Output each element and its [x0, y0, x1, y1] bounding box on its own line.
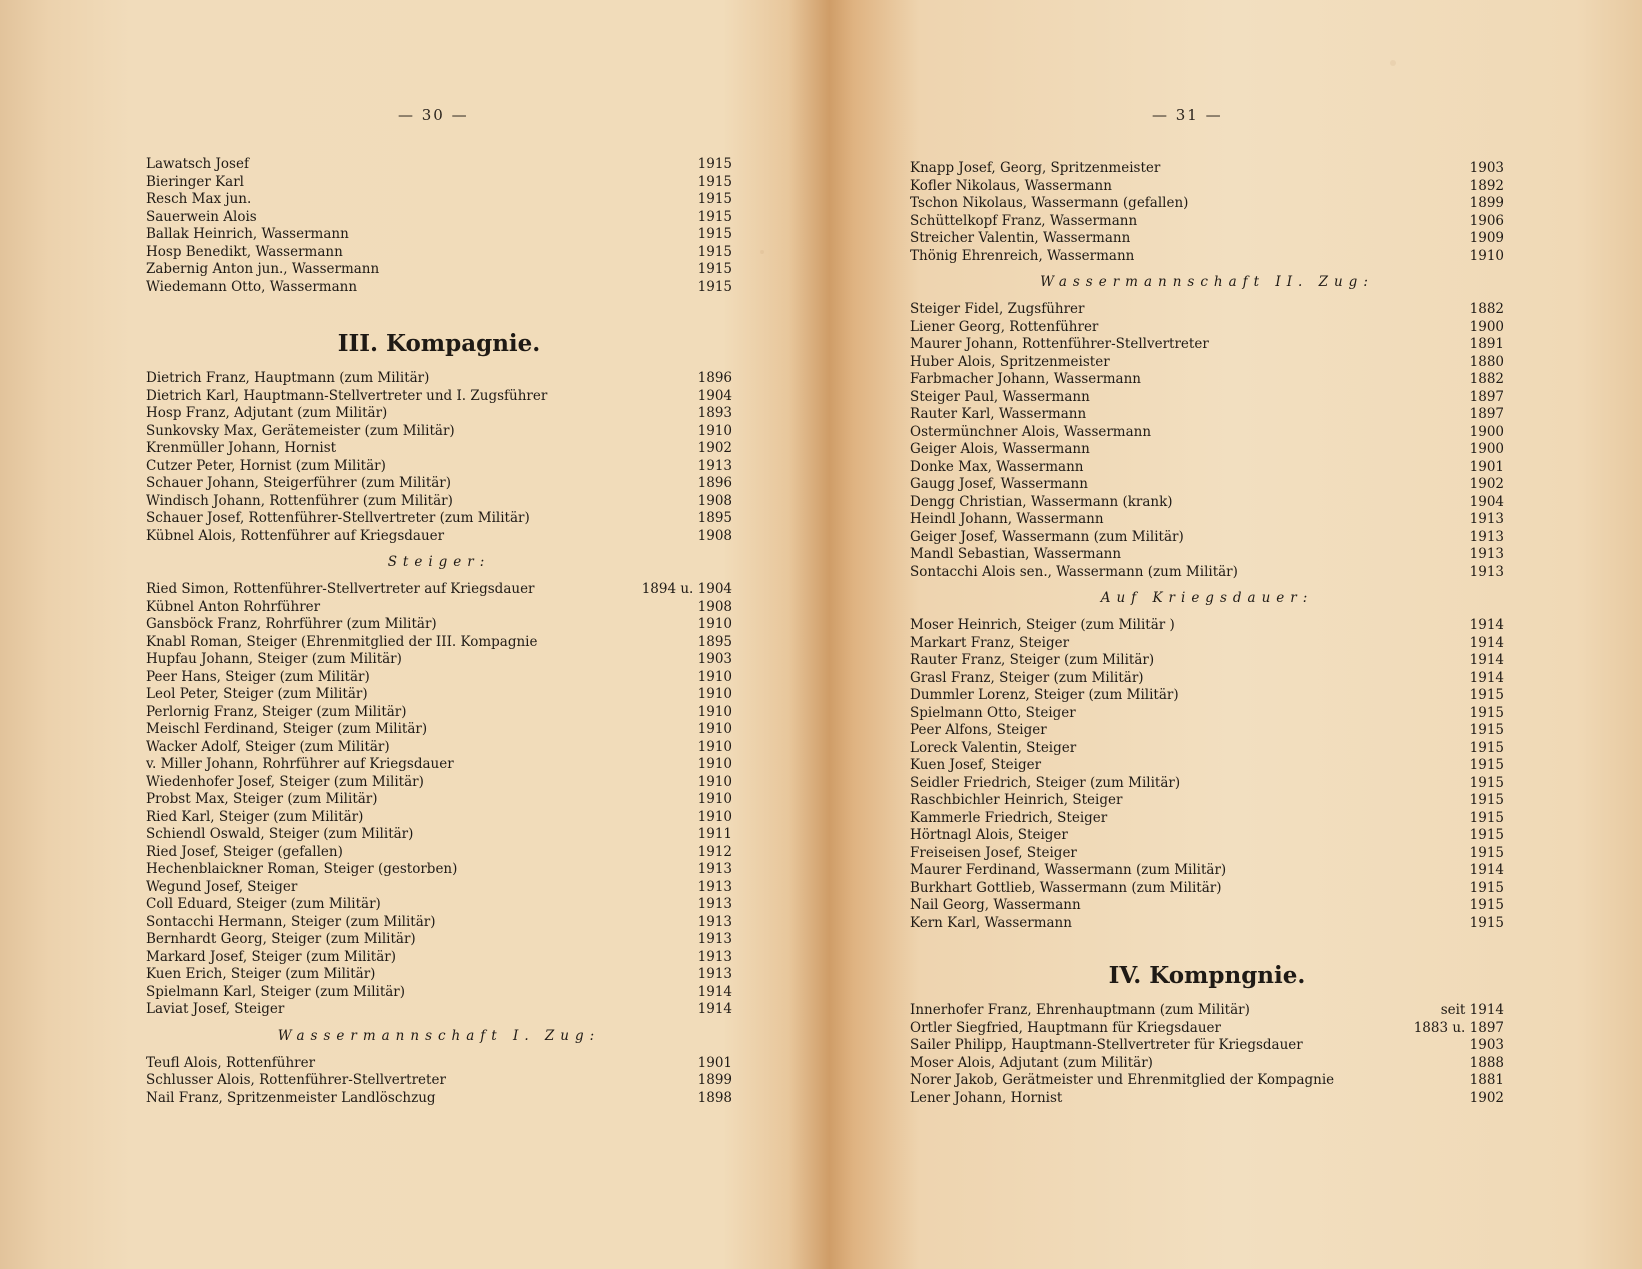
roster-row: [910, 722, 1504, 740]
roster-row: [910, 230, 1504, 248]
roster-row: [146, 174, 732, 192]
member-year: 1915: [697, 278, 732, 295]
member-year: 1915: [1469, 722, 1504, 738]
roster-row: [146, 581, 732, 599]
member-year: 1893: [697, 405, 732, 421]
member-name: Knapp Josef, Georg, Spritzenmeister: [910, 160, 1161, 176]
member-name: Teufl Alois, Rottenführer: [146, 1054, 316, 1071]
roster-row: [910, 406, 1504, 424]
member-year: 1898: [697, 1089, 732, 1106]
roster-row: [910, 740, 1504, 758]
member-year: 1910: [697, 422, 732, 439]
member-year: 1915: [1469, 844, 1504, 861]
member-name: Geiger Josef, Wassermann (zum Militär): [910, 528, 1184, 545]
member-year: 1897: [1469, 388, 1504, 405]
member-name: Dietrich Franz, Hauptmann (zum Militär): [146, 370, 430, 386]
member-name: Thönig Ehrenreich, Wassermann: [910, 247, 1135, 264]
member-year: 1915: [1469, 739, 1504, 756]
roster-row: [910, 670, 1504, 688]
right-page-content: [910, 160, 1504, 1107]
member-name: Kern Karl, Wassermann: [910, 914, 1072, 931]
member-year: 1910: [1469, 247, 1504, 264]
member-year: 1915: [697, 191, 732, 207]
member-year: 1915: [1469, 809, 1504, 826]
roster-row: [910, 1037, 1504, 1055]
member-year: 1913: [697, 948, 732, 965]
roster-row: [146, 791, 732, 809]
member-name: Dietrich Karl, Hauptmann-Stellvertreter und I. Zugsführer: [146, 387, 548, 404]
member-name: Kuen Erich, Steiger (zum Militär): [146, 966, 376, 982]
member-year: 1915: [697, 226, 732, 242]
member-name: v. Miller Johann, Rohrführer auf Kriegsdauer: [146, 756, 454, 772]
member-name: Raschbichler Heinrich, Steiger: [910, 792, 1123, 808]
roster-row: [910, 617, 1504, 635]
member-year: 1902: [1469, 1089, 1504, 1106]
page-number: — 30 —: [398, 106, 469, 124]
roster-row: [146, 423, 732, 441]
roster-row: [910, 880, 1504, 898]
member-name: Gaugg Josef, Wassermann: [910, 476, 1088, 492]
member-year: 1903: [1469, 160, 1504, 176]
member-year: 1901: [697, 1054, 732, 1071]
roster-row: [910, 160, 1504, 178]
member-year: 1899: [1469, 195, 1504, 211]
member-year: 1897: [1469, 406, 1504, 422]
member-name: Hupfau Johann, Steiger (zum Militär): [146, 651, 402, 667]
roster-row: [146, 721, 732, 739]
roster-row: [910, 652, 1504, 670]
roster-row: [146, 896, 732, 914]
member-name: Probst Max, Steiger (zum Militär): [146, 791, 378, 807]
roster-row: [146, 191, 732, 209]
member-year: seit 1914: [1440, 1002, 1504, 1018]
section-subheading: Wassermannschaft I. Zug:: [277, 1027, 601, 1044]
roster-row: [146, 156, 732, 174]
member-name: Ried Simon, Rottenführer-Stellvertreter auf Kriegsdauer: [146, 581, 535, 597]
member-name: Nail Franz, Spritzenmeister Landlöschzug: [146, 1089, 436, 1106]
roster-row: [910, 564, 1504, 582]
roster-row: [146, 931, 732, 949]
member-year: 1901: [1469, 458, 1504, 475]
member-name: Innerhofer Franz, Ehrenhauptmann (zum Militär): [910, 1002, 1250, 1018]
member-name: Schauer Josef, Rottenführer-Stellvertreter (zum Militär): [146, 510, 530, 526]
section-subheading: Wassermannschaft II. Zug:: [1040, 274, 1374, 290]
member-name: Meischl Ferdinand, Steiger (zum Militär): [146, 721, 428, 737]
member-name: Wiedemann Otto, Wassermann: [146, 278, 358, 295]
roster-row: [146, 458, 732, 476]
roster-row: [146, 279, 732, 297]
roster-row: [910, 459, 1504, 477]
member-year: 1915: [697, 173, 732, 190]
member-year: 1913: [697, 878, 732, 895]
member-year: 1914: [1469, 862, 1504, 878]
member-year: 1911: [697, 826, 732, 842]
member-year: 1883 u. 1897: [1413, 1019, 1504, 1036]
member-year: 1881: [1469, 1072, 1504, 1088]
member-year: 1900: [1469, 318, 1504, 335]
right-page: [822, 0, 1642, 1269]
roster-row: [146, 1001, 732, 1019]
member-year: 1894 u. 1904: [641, 581, 732, 597]
member-year: 1910: [697, 808, 732, 825]
member-name: Tschon Nikolaus, Wassermann (gefallen): [910, 195, 1189, 211]
member-year: 1892: [1469, 177, 1504, 194]
roster-row: [146, 261, 732, 279]
member-name: Norer Jakob, Gerätmeister und Ehrenmitglied der Kompagnie: [910, 1072, 1335, 1088]
roster-row: [910, 195, 1504, 213]
member-name: Loreck Valentin, Steiger: [910, 739, 1077, 756]
member-name: Steiger Fidel, Zugsführer: [910, 301, 1085, 317]
member-name: Bernhardt Georg, Steiger (zum Militär): [146, 931, 416, 947]
roster-row: [910, 1020, 1504, 1038]
section-subheading: Auf Kriegsdauer:: [1100, 590, 1314, 606]
member-year: 1913: [697, 966, 732, 982]
member-year: 1915: [1469, 914, 1504, 931]
member-name: Peer Alfons, Steiger: [910, 722, 1047, 738]
roster-row: [146, 879, 732, 897]
member-name: Kammerle Friedrich, Steiger: [910, 809, 1108, 826]
member-name: Bieringer Karl: [146, 173, 244, 190]
roster-row: [146, 826, 732, 844]
member-year: 1915: [697, 261, 732, 277]
member-name: Donke Max, Wassermann: [910, 458, 1084, 475]
member-name: Streicher Valentin, Wassermann: [910, 230, 1131, 246]
roster-row: [910, 441, 1504, 459]
member-name: Rauter Franz, Steiger (zum Militär): [910, 652, 1155, 668]
member-name: Ballak Heinrich, Wassermann: [146, 226, 349, 242]
member-name: Steiger Paul, Wassermann: [910, 388, 1090, 405]
member-name: Kübnel Anton Rohrführer: [146, 598, 321, 615]
roster-row: [146, 244, 732, 262]
member-name: Cutzer Peter, Hornist (zum Militär): [146, 457, 386, 474]
member-name: Spielmann Karl, Steiger (zum Militär): [146, 983, 406, 1000]
member-year: 1913: [697, 896, 732, 912]
roster-row: [146, 1090, 732, 1108]
member-year: 1896: [697, 370, 732, 386]
member-name: Ostermünchner Alois, Wassermann: [910, 423, 1152, 440]
member-year: 1915: [1469, 704, 1504, 721]
member-name: Seidler Friedrich, Steiger (zum Militär): [910, 774, 1181, 791]
roster-row: [910, 687, 1504, 705]
member-name: Burkhart Gottlieb, Wassermann (zum Militär): [910, 879, 1222, 896]
roster-row: [146, 528, 732, 546]
member-year: 1910: [697, 703, 732, 720]
roster-row: [910, 1090, 1504, 1108]
roster-row: [146, 370, 732, 388]
member-name: Moser Heinrich, Steiger (zum Militär ): [910, 617, 1175, 633]
member-name: Sontacchi Hermann, Steiger (zum Militär): [146, 913, 436, 930]
member-year: 1910: [697, 616, 732, 632]
roster-row: [146, 493, 732, 511]
roster-row: [910, 319, 1504, 337]
member-year: 1904: [697, 387, 732, 404]
roster-row: [910, 248, 1504, 266]
member-year: 1906: [1469, 212, 1504, 229]
member-year: 1915: [1469, 879, 1504, 896]
roster-row: [910, 635, 1504, 653]
member-name: Maurer Ferdinand, Wassermann (zum Militär): [910, 862, 1227, 878]
member-year: 1888: [1469, 1054, 1504, 1071]
member-name: Lawatsch Josef: [146, 156, 249, 172]
member-name: Wegund Josef, Steiger: [146, 878, 298, 895]
member-year: 1910: [697, 791, 732, 807]
member-name: Schauer Johann, Steigerführer (zum Militär): [146, 475, 452, 491]
section-heading: III. Kompagnie.: [337, 330, 541, 357]
member-name: Ortler Siegfried, Hauptmann für Kriegsdauer: [910, 1019, 1221, 1036]
roster-row: [910, 792, 1504, 810]
roster-row: [910, 371, 1504, 389]
roster-row: [910, 529, 1504, 547]
member-year: 1903: [697, 651, 732, 667]
roster-row: [910, 845, 1504, 863]
member-year: 1896: [697, 475, 732, 491]
roster-row: [910, 810, 1504, 828]
member-year: 1913: [1469, 511, 1504, 527]
member-name: Markart Franz, Steiger: [910, 634, 1070, 651]
member-name: Nail Georg, Wassermann: [910, 897, 1081, 913]
member-name: Schiendl Oswald, Steiger (zum Militär): [146, 826, 414, 842]
member-name: Windisch Johann, Rottenführer (zum Militär): [146, 492, 453, 509]
member-year: 1914: [1469, 617, 1504, 633]
roster-row: [910, 494, 1504, 512]
member-name: Hosp Franz, Adjutant (zum Militär): [146, 405, 388, 421]
member-year: 1903: [1469, 1037, 1504, 1053]
roster-row: [910, 511, 1504, 529]
member-name: Kofler Nikolaus, Wassermann: [910, 177, 1112, 194]
roster-row: [146, 209, 732, 227]
member-name: Ried Josef, Steiger (gefallen): [146, 843, 343, 860]
member-year: 1915: [1469, 827, 1504, 843]
roster-row: [146, 226, 732, 244]
member-year: 1915: [697, 208, 732, 225]
member-name: Huber Alois, Spritzenmeister: [910, 353, 1110, 370]
member-name: Schüttelkopf Franz, Wassermann: [910, 212, 1138, 229]
member-year: 1910: [697, 773, 732, 790]
roster-row: [146, 809, 732, 827]
roster-row: [910, 705, 1504, 723]
member-name: Hosp Benedikt, Wassermann: [146, 243, 343, 260]
member-name: Perlornig Franz, Steiger (zum Militär): [146, 703, 407, 720]
member-year: 1910: [697, 686, 732, 702]
member-year: 1910: [697, 721, 732, 737]
member-name: Dummler Lorenz, Steiger (zum Militär): [910, 687, 1179, 703]
member-name: Spielmann Otto, Steiger: [910, 704, 1076, 721]
member-name: Wiedenhofer Josef, Steiger (zum Militär): [146, 773, 424, 790]
member-year: 1895: [697, 633, 732, 650]
roster-row: [146, 1055, 732, 1073]
roster-row: [910, 1072, 1504, 1090]
roster-row: [910, 213, 1504, 231]
member-name: Dengg Christian, Wassermann (krank): [910, 493, 1173, 510]
section-heading: IV. Kompngnie.: [1108, 962, 1306, 989]
roster-row: [146, 756, 732, 774]
roster-row: [910, 1055, 1504, 1073]
member-year: 1915: [1469, 687, 1504, 703]
member-year: 1908: [697, 492, 732, 509]
roster-row: [910, 915, 1504, 933]
member-year: 1914: [1469, 669, 1504, 686]
member-name: Rauter Karl, Wassermann: [910, 406, 1087, 422]
member-year: 1895: [697, 510, 732, 526]
member-year: 1914: [697, 983, 732, 1000]
member-year: 1913: [1469, 563, 1504, 580]
roster-row: [146, 510, 732, 528]
member-year: 1902: [1469, 476, 1504, 492]
member-name: Ried Karl, Steiger (zum Militär): [146, 808, 364, 825]
member-year: 1913: [697, 931, 732, 947]
member-year: 1915: [1469, 757, 1504, 773]
roster-row: [146, 405, 732, 423]
member-year: 1910: [697, 756, 732, 772]
member-name: Mandl Sebastian, Wassermann: [910, 546, 1122, 562]
roster-row: [146, 844, 732, 862]
member-name: Gansböck Franz, Rohrführer (zum Militär): [146, 616, 437, 632]
member-year: 1909: [1469, 230, 1504, 246]
member-year: 1908: [697, 598, 732, 615]
member-year: 1910: [697, 738, 732, 755]
roster-row: [146, 739, 732, 757]
roster-row: [146, 861, 732, 879]
member-year: 1904: [1469, 493, 1504, 510]
roster-row: [146, 669, 732, 687]
roster-row: [146, 914, 732, 932]
member-name: Wacker Adolf, Steiger (zum Militär): [146, 738, 390, 755]
roster-row: [910, 827, 1504, 845]
member-name: Zabernig Anton jun., Wassermann: [146, 261, 380, 277]
member-name: Freiseisen Josef, Steiger: [910, 844, 1077, 861]
member-year: 1915: [1469, 897, 1504, 913]
member-name: Geiger Alois, Wassermann: [910, 441, 1090, 457]
member-name: Hörtnagl Alois, Steiger: [910, 827, 1068, 843]
member-name: Grasl Franz, Steiger (zum Militär): [910, 669, 1144, 686]
left-page-content: [146, 156, 732, 1107]
member-year: 1914: [1469, 634, 1504, 651]
member-name: Maurer Johann, Rottenführer-Stellvertreter: [910, 336, 1209, 352]
member-name: Sauerwein Alois: [146, 208, 257, 225]
member-year: 1882: [1469, 301, 1504, 317]
member-year: 1914: [697, 1001, 732, 1017]
member-name: Leol Peter, Steiger (zum Militär): [146, 686, 368, 702]
member-name: Peer Hans, Steiger (zum Militär): [146, 668, 370, 685]
roster-row: [910, 389, 1504, 407]
member-name: Hechenblaickner Roman, Steiger (gestorben): [146, 861, 458, 877]
roster-row: [910, 862, 1504, 880]
member-year: 1900: [1469, 423, 1504, 440]
roster-row: [146, 774, 732, 792]
member-year: 1908: [697, 527, 732, 544]
member-name: Laviat Josef, Steiger: [146, 1001, 285, 1017]
roster-row: [146, 966, 732, 984]
member-name: Heindl Johann, Wassermann: [910, 511, 1104, 527]
member-name: Sontacchi Alois sen., Wassermann (zum Militär): [910, 563, 1238, 580]
member-year: 1910: [697, 668, 732, 685]
roster-row: [146, 599, 732, 617]
member-year: 1912: [697, 843, 732, 860]
member-name: Resch Max jun.: [146, 191, 252, 207]
member-name: Markard Josef, Steiger (zum Militär): [146, 948, 396, 965]
member-name: Sailer Philipp, Hauptmann-Stellvertreter für Kriegsdauer: [910, 1037, 1303, 1053]
member-name: Sunkovsky Max, Gerätemeister (zum Militär): [146, 422, 455, 439]
roster-row: [910, 424, 1504, 442]
roster-row: [146, 634, 732, 652]
member-year: 1891: [1469, 336, 1504, 352]
roster-row: [910, 476, 1504, 494]
roster-row: [146, 949, 732, 967]
member-year: 1915: [1469, 774, 1504, 791]
roster-row: [910, 546, 1504, 564]
member-year: 1899: [697, 1072, 732, 1088]
roster-row: [146, 651, 732, 669]
roster-row: [910, 1002, 1504, 1020]
roster-row: [146, 440, 732, 458]
roster-row: [910, 775, 1504, 793]
roster-row: [910, 757, 1504, 775]
member-year: 1913: [697, 861, 732, 877]
member-name: Farbmacher Johann, Wassermann: [910, 371, 1141, 387]
member-name: Schlusser Alois, Rottenführer-Stellvertreter: [146, 1072, 446, 1088]
roster-row: [146, 704, 732, 722]
member-year: 1913: [697, 913, 732, 930]
member-name: Lener Johann, Hornist: [910, 1089, 1063, 1106]
member-year: 1915: [1469, 792, 1504, 808]
roster-row: [910, 178, 1504, 196]
member-name: Moser Alois, Adjutant (zum Militär): [910, 1054, 1153, 1071]
roster-row: [146, 475, 732, 493]
member-year: 1882: [1469, 371, 1504, 387]
roster-row: [146, 1072, 732, 1090]
roster-row: [146, 388, 732, 406]
member-name: Kuen Josef, Steiger: [910, 757, 1042, 773]
page-number: — 31 —: [1152, 106, 1223, 124]
member-year: 1913: [1469, 546, 1504, 562]
section-subheading: Steiger:: [387, 554, 491, 570]
member-year: 1914: [1469, 652, 1504, 668]
roster-row: [910, 336, 1504, 354]
roster-row: [910, 354, 1504, 372]
member-name: Knabl Roman, Steiger (Ehrenmitglied der III. Kompagnie: [146, 633, 538, 650]
member-year: 1915: [697, 243, 732, 260]
member-name: Krenmüller Johann, Hornist: [146, 440, 337, 456]
member-name: Liener Georg, Rottenführer: [910, 318, 1099, 335]
roster-row: [146, 984, 732, 1002]
member-year: 1902: [697, 440, 732, 456]
member-year: 1880: [1469, 353, 1504, 370]
member-year: 1915: [697, 156, 732, 172]
roster-row: [146, 616, 732, 634]
member-year: 1913: [697, 457, 732, 474]
member-name: Kübnel Alois, Rottenführer auf Kriegsdauer: [146, 527, 445, 544]
roster-row: [910, 897, 1504, 915]
roster-row: [146, 686, 732, 704]
member-year: 1913: [1469, 528, 1504, 545]
member-name: Coll Eduard, Steiger (zum Militär): [146, 896, 381, 912]
roster-row: [910, 301, 1504, 319]
member-year: 1900: [1469, 441, 1504, 457]
